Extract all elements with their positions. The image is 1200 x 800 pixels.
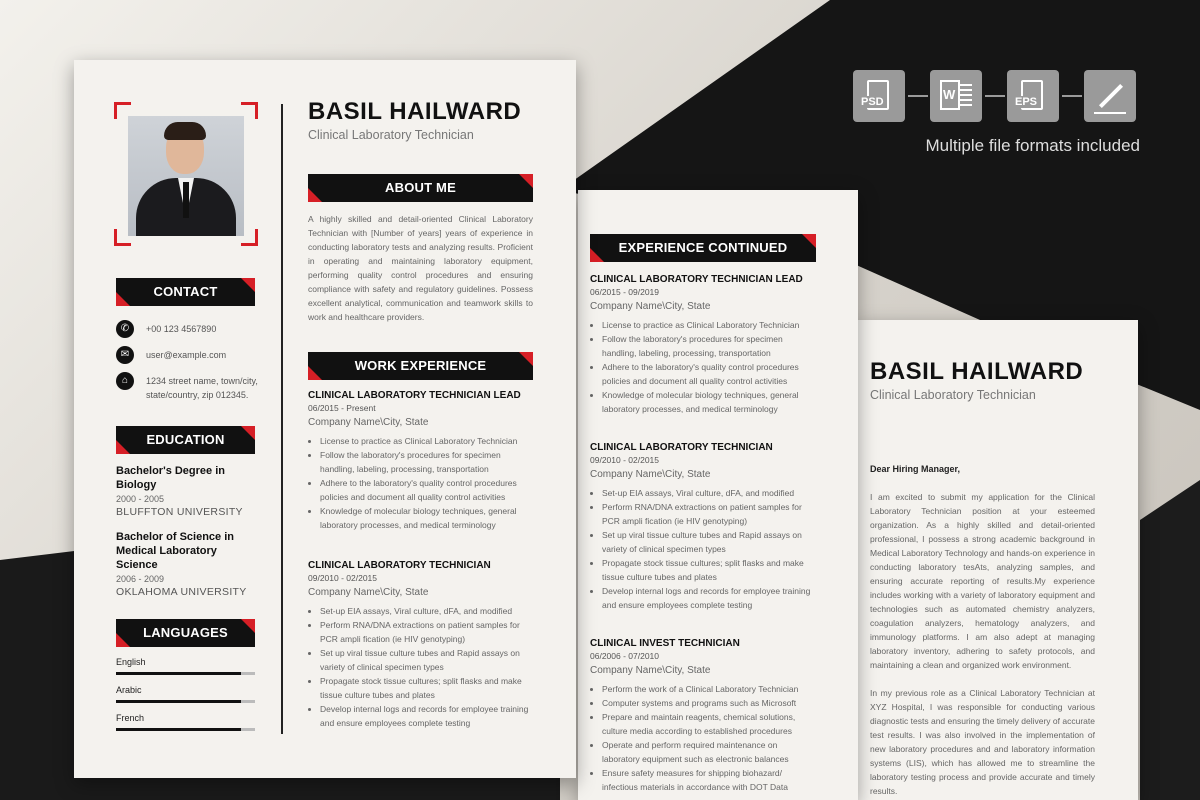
education-entry: Bachelor of Science in Medical Laboratory Science 2006 - 2009 OKLAHOMA UNIVERSITY xyxy=(116,531,247,598)
job-entry: CLINICAL LABORATORY TECHNICIAN LEAD 06/2015 - Present Company Name\City, State • License to practice as Clinical Laboratory Technician • Follow the laboratory's procedures for specimen handling, labeling, processing, transportation • Adhere to the laboratory's quality control procedures policies and document all quality control activities • Knowledge of molecular biology techniques, general laboratory processes, and medical terminology xyxy=(308,390,533,532)
cover-letter-page xyxy=(858,320,1138,800)
about-section xyxy=(308,174,533,324)
cover-role: Clinical Laboratory Technician xyxy=(870,388,1036,402)
contact-phone: +00 123 4567890 xyxy=(146,324,217,334)
language-name: English xyxy=(116,657,146,667)
job-entry: CLINICAL INVEST TECHNICIAN 06/2006 - 07/2010 Company Name\City, State • Perform the work of a Clinical Laboratory Technician • Computer systems and programs such as Microsoft • Prepare and maintain reagents, chemical solutions, culture media according to established procedures • Operate and perform required maintenance on laboratory equipment such as electronic balances • Ensure safety measures for shipping biohazard/ infectious materials in accordance with DOT Data xyxy=(590,638,816,794)
about-text: A highly skilled and detail-oriented Clinical Laboratory Technician with [Number of years] years of experience in conducting laboratory tests and analyzing results. Proficient in operating and maintaining laboratory equipment, performing quality control procedures and ensuring compliance with safety and regulatory guidelines. Possess excellent analytical, communication and teamwork skills to work and healthcare providers. xyxy=(308,214,533,322)
language-level-bar xyxy=(116,728,255,731)
formats-caption: Multiple file formats included xyxy=(925,136,1140,155)
contact-section xyxy=(116,278,256,406)
profile-photo xyxy=(128,116,244,236)
language-name: Arabic xyxy=(116,685,142,695)
job-entry: CLINICAL LABORATORY TECHNICIAN 09/2010 - 02/2015 Company Name\City, State • Set-up EIA assays, Viral culture, dFA, and modified • Perform RNA/DNA extractions on patient samples for PCR ampli fication (ie HIV genotyping) • Set up viral tissue culture tubes and Rapid assays on variety of clinical specimen types • Propagate stock tissue cultures; split flasks and make tissue culture tubes and plates • Develop internal logs and records for employee training and ensure employees complete testing xyxy=(308,560,533,730)
cover-paragraph: I am excited to submit my application for the Clinical Laboratory Technician position at your esteemed organization. As a highly skilled and detail-oriented professional, I possess a strong academic background in Medical Laboratory Technology and hands-on experience in conducting laboratory tesAts, analyzing samples, and ensuring accurate reporting of results.My experience includes working with a variety of laboratory equipment and technologies such as automated chemistry analyzers, coagulation analyzers, hematology analyzers, and immunology platforms. I am also adept at managing laboratory inventory, adhering to safety protocols, and maintaining a clean and organized work environment. xyxy=(870,492,1095,670)
pen-icon xyxy=(1084,70,1136,122)
experience-page xyxy=(578,190,858,800)
section-header: CONTACT xyxy=(116,278,255,306)
psd-file-icon: PSD xyxy=(853,70,905,122)
job-entry: CLINICAL LABORATORY TECHNICIAN LEAD 06/2015 - 09/2019 Company Name\City, State • License to practice as Clinical Laboratory Technician • Follow the laboratory's procedures for specimen handling, labeling, processing, transportation • Adhere to the laboratory's quality control procedures policies and document all quality control activities • Knowledge of molecular biology techniques, general laboratory processes, and medical terminology xyxy=(590,274,816,416)
education-entry: Bachelor's Degree in Biology 2000 - 2005 BLUFFTON UNIVERSITY xyxy=(116,465,243,518)
cover-paragraph: In my previous role as a Clinical Laboratory Technician at XYZ Hospital, I was responsible for conducting various diagnostic tests and ensuring the timely delivery of accurate test results. I was also involved in the implementation of new laboratory procedures and and laboratory information systems (LIS), which has allowed me to streamline the laboratory testing process and provide accurate and timely results. xyxy=(870,688,1095,796)
cover-greeting: Dear Hiring Manager, xyxy=(870,464,961,474)
section-header: EDUCATION xyxy=(116,426,255,454)
job-list xyxy=(590,274,816,794)
resume-role: Clinical Laboratory Technician xyxy=(308,128,474,142)
languages-section xyxy=(116,619,256,731)
language-level-bar xyxy=(116,672,255,675)
section-header: WORK EXPERIENCE xyxy=(308,352,533,380)
section-header: LANGUAGES xyxy=(116,619,255,647)
job-entry: CLINICAL LABORATORY TECHNICIAN 09/2010 - 02/2015 Company Name\City, State • Set-up EIA assays, Viral culture, dFA, and modified • Perform RNA/DNA extractions on patient samples for PCR ampli fication (ie HIV genotyping) • Set up viral tissue culture tubes and Rapid assays on variety of clinical specimen types • Propagate stock tissue cultures; split flasks and make tissue culture tubes and plates • Develop internal logs and records for employee training and ensure employees complete testing xyxy=(590,442,816,612)
resume-page xyxy=(74,60,576,778)
home-icon: ⌂ xyxy=(116,372,134,390)
email-icon: ✉ xyxy=(116,346,134,364)
language-level-bar xyxy=(116,700,255,703)
section-header: ABOUT ME xyxy=(308,174,533,202)
resume-name: BASIL HAILWARD xyxy=(308,98,522,125)
divider xyxy=(1062,95,1082,97)
divider xyxy=(908,95,928,97)
section-header: EXPERIENCE CONTINUED xyxy=(590,234,816,262)
work-experience-section xyxy=(308,352,533,730)
cover-name: BASIL HAILWARD xyxy=(870,358,1084,385)
profile-photo-frame xyxy=(114,102,258,246)
contact-email: user@example.com xyxy=(146,350,227,360)
column-divider xyxy=(281,104,283,734)
contact-address: 1234 street name, town/city, state/country, zip 012345. xyxy=(146,376,258,400)
eps-file-icon: EPS xyxy=(1007,70,1059,122)
word-file-icon: W xyxy=(930,70,982,122)
education-section xyxy=(116,426,256,598)
phone-icon: ✆ xyxy=(116,320,134,338)
language-name: French xyxy=(116,713,145,723)
divider xyxy=(985,95,1005,97)
file-formats xyxy=(853,70,1143,122)
